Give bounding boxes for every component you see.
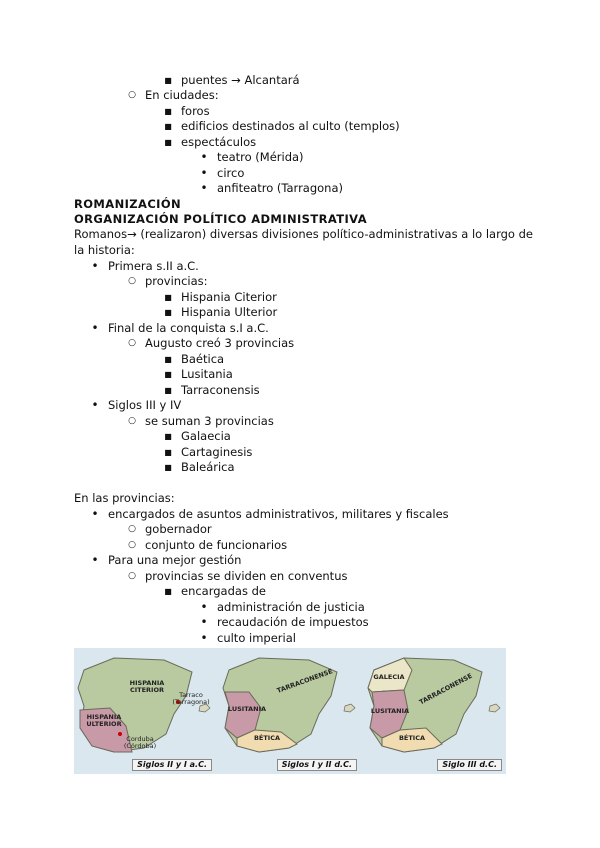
list-item: ■ Baleárica (181, 460, 235, 475)
map-siglos-i-ii-dc (219, 648, 361, 774)
map-caption: Siglos I y II d.C. (277, 759, 357, 771)
list-item: ○ provincias: (145, 274, 208, 289)
list-item: ○ conjunto de funcionarios (145, 538, 287, 553)
list-item: ○ Augusto creó 3 provincias (145, 336, 294, 351)
label-tarraco: Tarraco (Tarragona) (172, 691, 210, 706)
label-lusitania: LUSITANIA (227, 705, 267, 713)
list-item: • Final de la conquista s.I a.C. (108, 321, 269, 336)
list-item: ■ Hispania Ulterior (181, 305, 277, 320)
map-caption: Siglo III d.C. (437, 759, 502, 771)
roman-provinces-maps (74, 648, 506, 774)
list-item: ■ Baética (181, 352, 224, 367)
section-heading: ORGANIZACIÓN POLÍTICO ADMINISTRATIVA (74, 212, 367, 226)
list-item: • administración de justicia (217, 600, 365, 615)
paragraph-line: En las provincias: (74, 491, 175, 505)
list-item: ■ puentes → Alcantará (181, 73, 300, 88)
list-item: ■ Cartaginesis (181, 445, 252, 460)
list-item: ■ Hispania Citerior (181, 290, 277, 305)
list-item: ■ foros (181, 104, 210, 119)
section-heading: ROMANIZACIÓN (74, 197, 182, 211)
label-hispania-citerior: HISPANIA CITERIOR (129, 679, 165, 694)
list-item: • teatro (Mérida) (217, 150, 304, 165)
label-betica: BÉTICA (253, 734, 281, 742)
label-galecia: GALECIA (373, 673, 405, 681)
list-item: ○ se suman 3 provincias (145, 414, 274, 429)
map-siglo-iii-dc (364, 648, 506, 774)
list-item: • Siglos III y IV (108, 398, 181, 413)
list-item: • encargados de asuntos administrativos, militares y fiscales (108, 507, 449, 522)
label-corduba: Corduba (Córdoba) (123, 735, 157, 750)
label-lusitania: LUSITANIA (370, 707, 410, 715)
list-item: • anfiteatro (Tarragona) (217, 181, 343, 196)
list-item: ○ En ciudades: (145, 88, 219, 103)
map-siglos-ii-i-ac (74, 648, 216, 774)
list-item: • culto imperial (217, 631, 296, 646)
list-item: • Para una mejor gestión (108, 553, 241, 568)
paragraph-line: la historia: (74, 243, 135, 257)
label-hispania-ulterior: HISPANIA ULTERIOR (86, 713, 122, 728)
label-betica: BÉTICA (398, 734, 426, 742)
list-item: ■ espectáculos (181, 135, 256, 150)
list-item: • Primera s.II a.C. (108, 259, 199, 274)
list-item: ○ gobernador (145, 522, 212, 537)
list-item: ■ encargadas de (181, 584, 266, 599)
map-caption: Siglos II y I a.C. (132, 759, 212, 771)
label-tarraconense: TARRACONENSE (417, 671, 474, 707)
list-item: ■ Tarraconensis (181, 383, 260, 398)
list-item: ■ edificios destinados al culto (templos) (181, 119, 400, 134)
list-item: • recaudación de impuestos (217, 615, 369, 630)
list-item: ■ Lusitania (181, 367, 233, 382)
paragraph-line: Romanos→ (realizaron) diversas divisiones político-administrativas a lo largo de (74, 227, 533, 241)
label-tarraconense: TARRACONENSE (275, 667, 334, 695)
iberia-map-1 (74, 648, 216, 774)
list-item: ○ provincias se dividen en conventus (145, 569, 347, 584)
list-item: • circo (217, 166, 244, 181)
list-item: ■ Galaecia (181, 429, 231, 444)
